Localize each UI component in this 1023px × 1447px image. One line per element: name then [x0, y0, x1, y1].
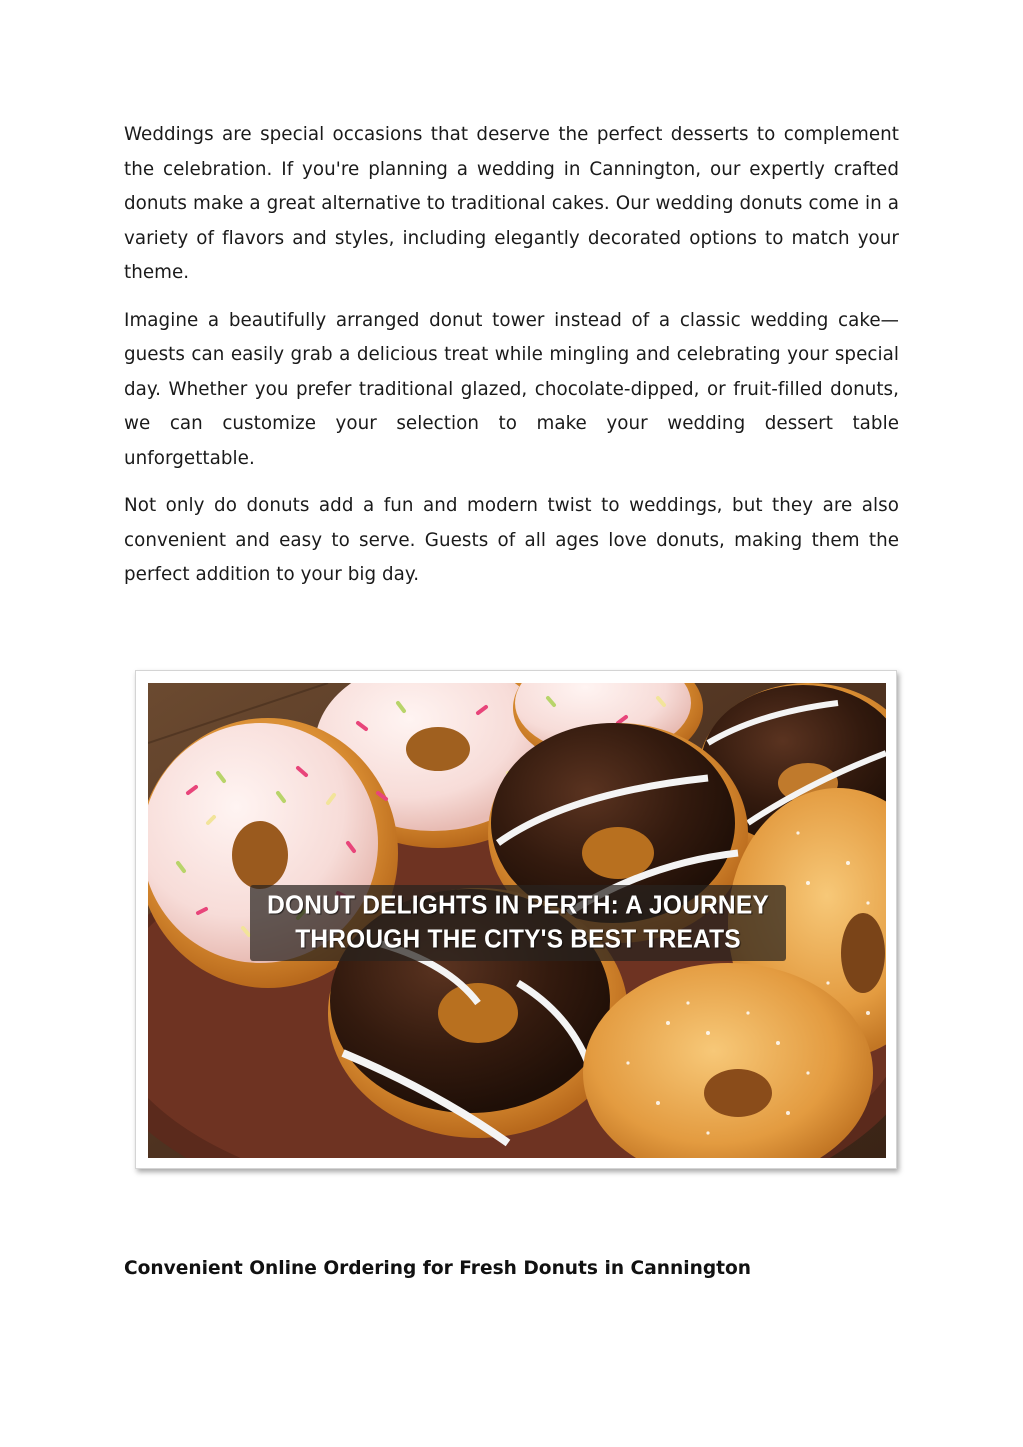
section-heading: Convenient Online Ordering for Fresh Donuts in Cannington — [124, 1258, 752, 1279]
photo-caption-line-1: DONUT DELIGHTS IN PERTH: A JOURNEY — [267, 891, 769, 920]
paragraph-modern-twist: Not only do donuts add a fun and modern twist to weddings, but they are also convenient and easy to serve. Guests of all ages love donuts, making them the perfect addition to your big day. — [124, 495, 899, 585]
photo-caption-line-2: THROUGH THE CITY'S BEST TREATS — [295, 925, 741, 954]
paragraph-donut-tower: Imagine a beautifully arranged donut tower instead of a classic wedding cake—guests can easily grab a delicious treat while mingling and celebrating your special day. Whether you prefer traditional glazed, chocolate-dipped, or fruit-filled donuts, we can customize your selection to make your wedding dessert table unforgettable. — [124, 309, 899, 469]
donut-photo — [148, 683, 886, 1158]
photo-caption-box — [250, 885, 786, 961]
donut-photo-frame — [135, 670, 897, 1169]
body-text — [124, 118, 899, 606]
paragraph-weddings: Weddings are special occasions that deserve the perfect desserts to complement the celebration. If you're planning a wedding in Cannington, our expertly crafted donuts make a great alternative to traditional cakes. Our wedding donuts come in a variety of flavors and styles, including elegantly decorated options to match your theme. — [124, 124, 899, 283]
